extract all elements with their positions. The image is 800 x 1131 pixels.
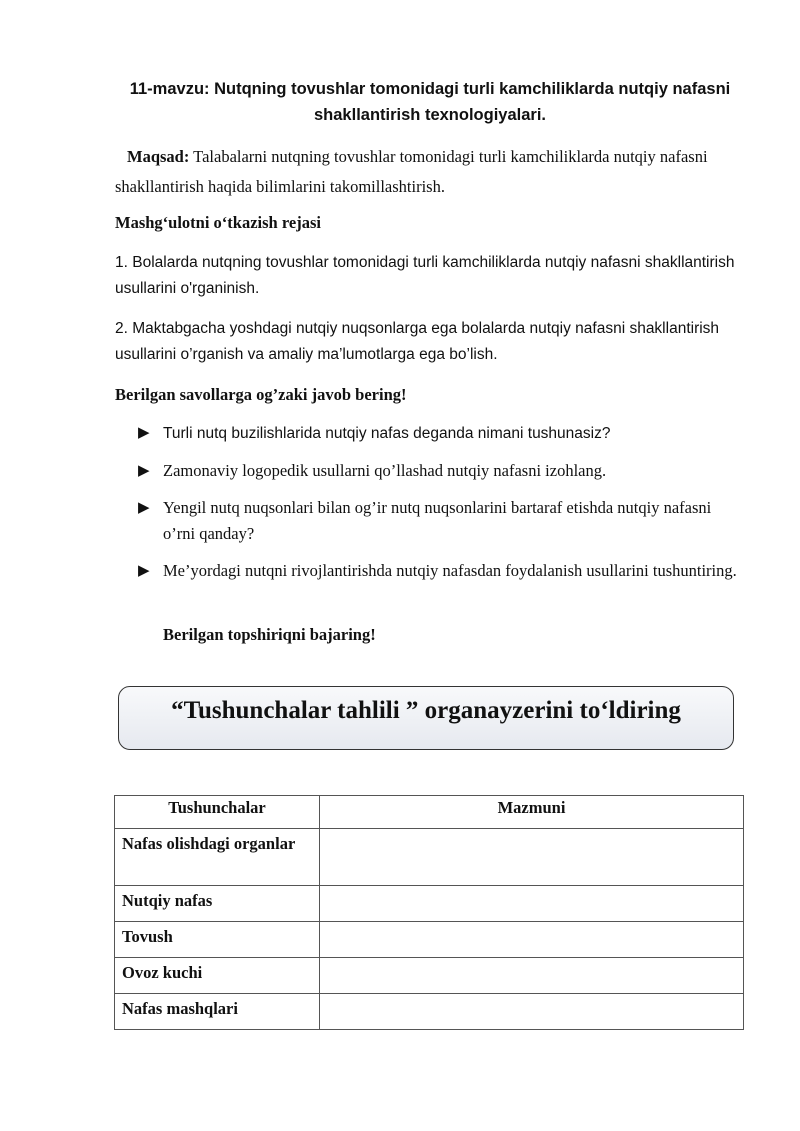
- concepts-table: [114, 795, 744, 1030]
- questions-heading: Berilgan savollarga og’zaki javob bering!: [115, 385, 407, 404]
- table-row: [115, 958, 744, 994]
- column-header-concepts: Tushunchalar: [115, 796, 320, 829]
- content-cell[interactable]: [320, 829, 744, 886]
- table-row: [115, 829, 744, 886]
- concept-cell: Nafas mashqlari: [115, 994, 320, 1030]
- bullet-arrow-icon: ▶: [138, 500, 150, 516]
- content-cell[interactable]: [320, 886, 744, 922]
- column-header-content: Mazmuni: [320, 796, 744, 829]
- task-heading: Berilgan topshiriqni bajaring!: [163, 625, 376, 644]
- concept-cell: Nutqiy nafas: [115, 886, 320, 922]
- concept-cell: Ovoz kuchi: [115, 958, 320, 994]
- goal-text: Talabalarni nutqning tovushlar tomonidagi turli kamchiliklarda nutqiy nafasni shakllantirish haqida bilimlarini takomillashtirish.: [115, 147, 708, 196]
- question-text: Zamonaviy logopedik usullarni qo’llashad nutqiy nafasni izohlang.: [163, 461, 607, 480]
- questions-list: [138, 420, 738, 595]
- table-header-row: [115, 796, 744, 829]
- page-title: 11-mavzu: Nutqning tovushlar tomonidagi turli kamchiliklarda nutqiy nafasni shakllantirish texnologiyalari.: [129, 80, 731, 124]
- plan-heading: Mashg‘ulotni o‘tkazish rejasi: [115, 213, 321, 232]
- question-item: [138, 458, 738, 484]
- bullet-arrow-icon: ▶: [138, 463, 150, 479]
- bullet-arrow-icon: ▶: [138, 563, 150, 579]
- content-cell[interactable]: [320, 994, 744, 1030]
- table-row: [115, 994, 744, 1030]
- organizer-banner: “Tushunchalar tahlili ” organayzerini to‘ldiring: [118, 686, 734, 750]
- question-text: Yengil nutq nuqsonlari bilan og’ir nutq nuqsonlarini bartaraf etishda nutqiy nafasni o’rni qanday?: [163, 498, 712, 543]
- goal-paragraph: [115, 142, 755, 202]
- content-cell[interactable]: [320, 958, 744, 994]
- question-item: [138, 420, 738, 447]
- question-item: [138, 495, 738, 547]
- concept-cell: Nafas olishdagi organlar: [115, 829, 320, 886]
- plan-item-2: 2. Maktabgacha yoshdagi nutqiy nuqsonlarga ega bolalarda nutqiy nafasni shakllantirish usullarini o’rganish va amaliy ma’lumotlarga ega bo’lish.: [115, 320, 720, 363]
- concept-cell: Tovush: [115, 922, 320, 958]
- question-item: [138, 558, 738, 584]
- table-row: [115, 922, 744, 958]
- plan-item-1: 1. Bolalarda nutqning tovushlar tomonidagi turli kamchiliklarda nutqiy nafasni shakllantirish usullarini o'rganinish.: [115, 254, 735, 297]
- question-text: Me’yordagi nutqni rivojlantirishda nutqiy nafasdan foydalanish usullarini tushuntiring.: [163, 561, 737, 580]
- goal-label: Maqsad:: [127, 147, 190, 166]
- table-row: [115, 886, 744, 922]
- question-text: Turli nutq buzilishlarida nutqiy nafas deganda nimani tushunasiz?: [163, 425, 611, 442]
- bullet-arrow-icon: ▶: [138, 425, 150, 441]
- content-cell[interactable]: [320, 922, 744, 958]
